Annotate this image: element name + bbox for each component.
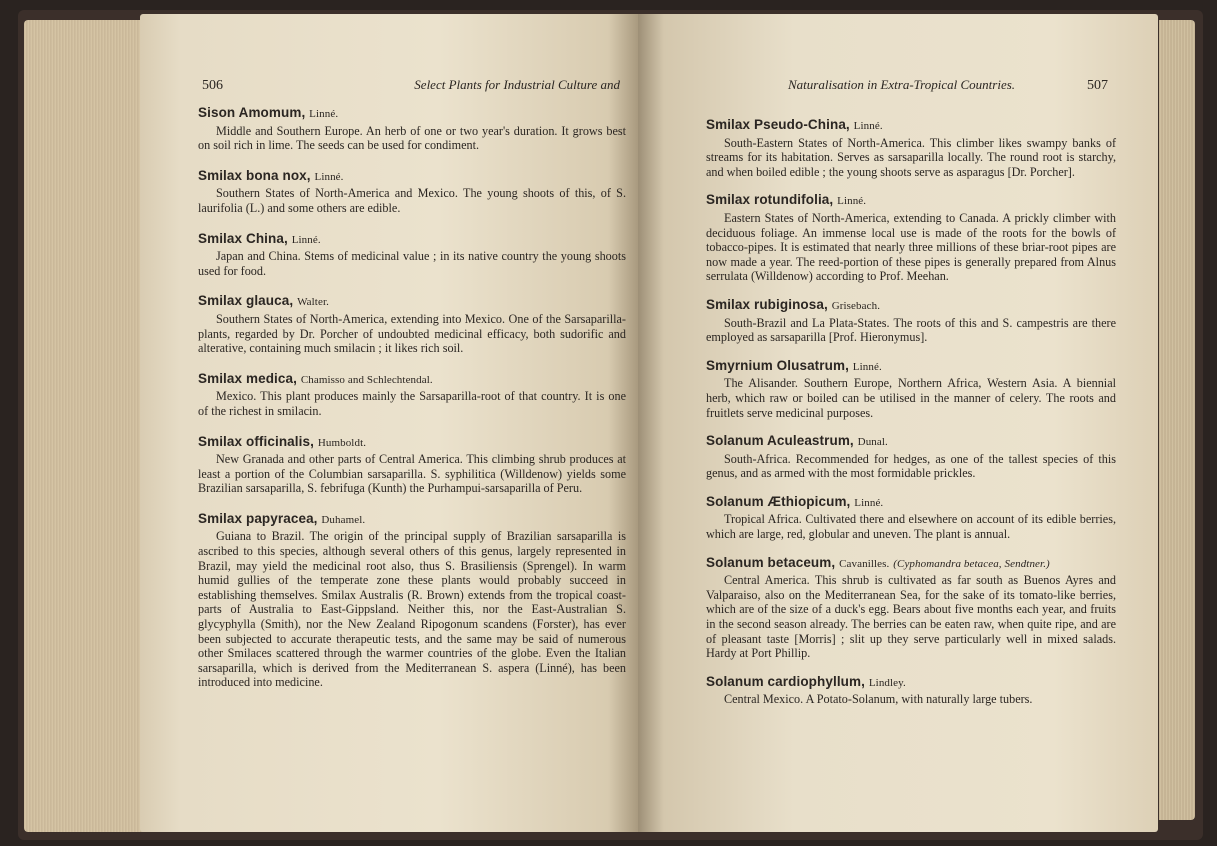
species-synonym: (Cyphomandra betacea, Sendtner.) bbox=[893, 557, 1050, 570]
species-author: Linné. bbox=[852, 360, 882, 373]
species-name: Smilax officinalis, bbox=[198, 433, 314, 449]
left-page-header bbox=[202, 78, 620, 94]
species-author: Linné. bbox=[837, 195, 867, 208]
entry-text: New Granada and other parts of Central America. This climbing shrub produces at least a portion of the Columbian sarsaparilla. S. syphilitica (Willdenow) yields some Brazilian sarsaparilla, S. febrifuga (Kunth) the Purhampui-sarsaparilla of Peru. bbox=[198, 452, 626, 496]
plant-entry bbox=[706, 675, 1116, 707]
entry-text: Southern States of North-America, extending into Mexico. One of the Sarsaparilla-plants, regarded by Dr. Porcher of undoubted medicinal efficacy, both sudorific and alterative, containing much smilacin ; it likes rich soil. bbox=[198, 311, 626, 356]
species-author: Linné. bbox=[854, 496, 884, 509]
entry-text: Southern States of North-America and Mexico. The young shoots of this, of S. laurifolia (L.) and some others are edible. bbox=[198, 186, 626, 215]
entry-title bbox=[706, 298, 1116, 314]
species-name: Smilax glauca, bbox=[198, 293, 294, 309]
plant-entry bbox=[706, 193, 1116, 284]
plant-entry bbox=[198, 435, 626, 496]
species-name: Smilax papyracea, bbox=[198, 510, 318, 526]
species-name: Smilax rubiginosa, bbox=[706, 296, 828, 312]
page-edges-right bbox=[1159, 20, 1195, 820]
page-number: 507 bbox=[1087, 78, 1108, 93]
entry-text: South-Africa. Recommended for hedges, as one of the tallest species of this genus, and as armed with the most formidable prickles. bbox=[706, 451, 1116, 481]
entry-text: Central Mexico. A Potato-Solanum, with naturally large tubers. bbox=[724, 692, 1033, 707]
plant-entry bbox=[198, 232, 626, 279]
species-author: Linné. bbox=[291, 233, 321, 246]
species-name: Solanum cardiophyllum, bbox=[706, 673, 865, 689]
entry-text: Middle and Southern Europe. An herb of one or two year's duration. It grows best on soil rich in lime. The seeds can be used for condiment. bbox=[198, 123, 626, 153]
entry-title bbox=[198, 232, 626, 248]
entry-text: Japan and China. Stems of medicinal value ; in its native country the young shoots used for food. bbox=[198, 249, 626, 278]
right-page bbox=[638, 14, 1158, 832]
species-author: Grisebach. bbox=[831, 299, 881, 312]
entry-title bbox=[198, 106, 626, 122]
entry-title bbox=[706, 359, 1116, 375]
species-author: Walter. bbox=[297, 296, 329, 309]
entry-text: Eastern States of North-America, extending to Canada. A prickly climber with deciduous foliage. An immense local use is made of the roots for the bowls of tobacco-pipes. It is estimated that nearly three millions of these briar-root pipes are now made a year. The reed-portion of these pipes is generally prepared from Alnus serrulata (Willdenow) according to Prof. Meehan. bbox=[706, 210, 1116, 284]
plant-entry bbox=[706, 118, 1116, 179]
entry-text: Mexico. This plant produces mainly the Sarsaparilla-root of that country. It is one of the richest in smilacin. bbox=[198, 389, 626, 418]
plant-entry bbox=[706, 434, 1116, 481]
entry-title bbox=[706, 193, 1116, 209]
species-name: Solanum betaceum, bbox=[706, 554, 836, 570]
entry-title bbox=[198, 435, 626, 451]
plant-entry bbox=[706, 556, 1116, 661]
entry-title bbox=[706, 556, 1116, 572]
species-name: Smilax China, bbox=[198, 230, 288, 246]
entry-title bbox=[198, 169, 626, 185]
running-head: Select Plants for Industrial Culture and bbox=[414, 77, 620, 92]
entry-text: The Alisander. Southern Europe, Northern Africa, Western Asia. A biennial herb, which raw or boiled can be utilised in the manner of celery. The roots and fruitlets serve medicinal purposes. bbox=[706, 376, 1116, 420]
species-author: Dunal. bbox=[857, 436, 888, 449]
entry-title bbox=[706, 434, 1116, 450]
entry-text: Guiana to Brazil. The origin of the principal supply of Brazilian sarsaparilla is ascribed to this species, although several others of this genus, largely represented in Brazil, may yield the medicinal root also, thus S. Brasiliensis (Sprengel). In warm humid gullies of the temperate zone these plants would probably succeed in establishing themselves. Smilax Australis (R. Brown) extends from the tropical coast-parts of Australia to East-Gippsland. Neither this, nor the East-Australian S. glycyphylla (Smith), nor the New Zealand Ripogonum scandens (Forster), has ever been subjected to accurate therapeutic tests, and the same may be said of numerous other Smilaces scattered through the warmer countries of the globe. Even the Italian sarsaparilla, which is derived from the Mediterranean S. aspera (Linné), has been introduced into medicine. bbox=[198, 529, 626, 690]
plant-entry bbox=[706, 495, 1116, 542]
plant-entry bbox=[198, 106, 626, 153]
species-name: Smilax medica, bbox=[198, 370, 297, 386]
species-name: Solanum Aculeastrum, bbox=[706, 433, 854, 449]
species-name: Smilax Pseudo-China, bbox=[706, 117, 850, 132]
species-author: Lindley. bbox=[868, 676, 906, 689]
entry-title bbox=[706, 495, 1116, 511]
right-page-content bbox=[706, 118, 1116, 721]
left-page-content bbox=[198, 106, 626, 706]
species-name: Solanum Æthiopicum, bbox=[706, 493, 851, 509]
plant-entry bbox=[198, 512, 626, 690]
plant-entry bbox=[706, 298, 1116, 345]
entry-text: South-Brazil and La Plata-States. The roots of this and S. campestris are there employed as sarsaparilla [Prof. Hieronymus]. bbox=[706, 315, 1116, 345]
plant-entry bbox=[198, 372, 626, 419]
page-number: 506 bbox=[202, 78, 223, 93]
species-author: Linné. bbox=[853, 120, 883, 132]
right-page-header bbox=[788, 78, 1108, 94]
species-author: Linné. bbox=[314, 170, 344, 183]
entry-title bbox=[198, 512, 626, 528]
species-name: Smilax bona nox, bbox=[198, 167, 311, 183]
left-page bbox=[140, 14, 638, 832]
species-name: Sison Amomum, bbox=[198, 105, 306, 120]
species-author: Humboldt. bbox=[317, 436, 367, 449]
running-head: Naturalisation in Extra-Tropical Countries. bbox=[788, 77, 1016, 92]
species-name: Smilax rotundifolia, bbox=[706, 192, 834, 208]
entry-text: South-Eastern States of North-America. This climber likes swampy banks of streams for its habitation. Serves as sarsaparilla locally. The round root is starchy, and when boiled edible ; the young shoots serve as asparagus [Dr. Porcher]. bbox=[706, 135, 1116, 179]
species-name: Smyrnium Olusatrum, bbox=[706, 357, 849, 373]
entry-title bbox=[706, 118, 1116, 134]
entry-text: Tropical Africa. Cultivated there and elsewhere on account of its edible berries, which are large, red, globular and uneven. The plant is annual. bbox=[706, 512, 1116, 542]
species-author: Chamisso and Schlechtendal. bbox=[300, 373, 433, 386]
species-author: Linné. bbox=[309, 108, 339, 120]
entry-text: Central America. This shrub is cultivated as far south as Buenos Ayres and Valparaiso, also on the Mediterranean Sea, for the sake of its tomato-like berries, which are of the size of a duck's egg. Bears about five months each year, and fruits in the second season already. The berries can be eaten raw, when quite ripe, and are of pleasant taste [Morris] ; slit up they serve particularly well in mixed salads. Hardy at Port Phillip. bbox=[706, 573, 1116, 661]
plant-entry bbox=[706, 359, 1116, 420]
page-edges-left bbox=[24, 20, 144, 832]
entry-title bbox=[198, 372, 626, 388]
plant-entry bbox=[198, 294, 626, 355]
entry-title bbox=[198, 294, 626, 310]
species-author: Cavanilles. bbox=[839, 557, 890, 570]
species-author: Duhamel. bbox=[321, 513, 366, 526]
plant-entry bbox=[198, 169, 626, 216]
entry-title bbox=[706, 675, 1116, 691]
